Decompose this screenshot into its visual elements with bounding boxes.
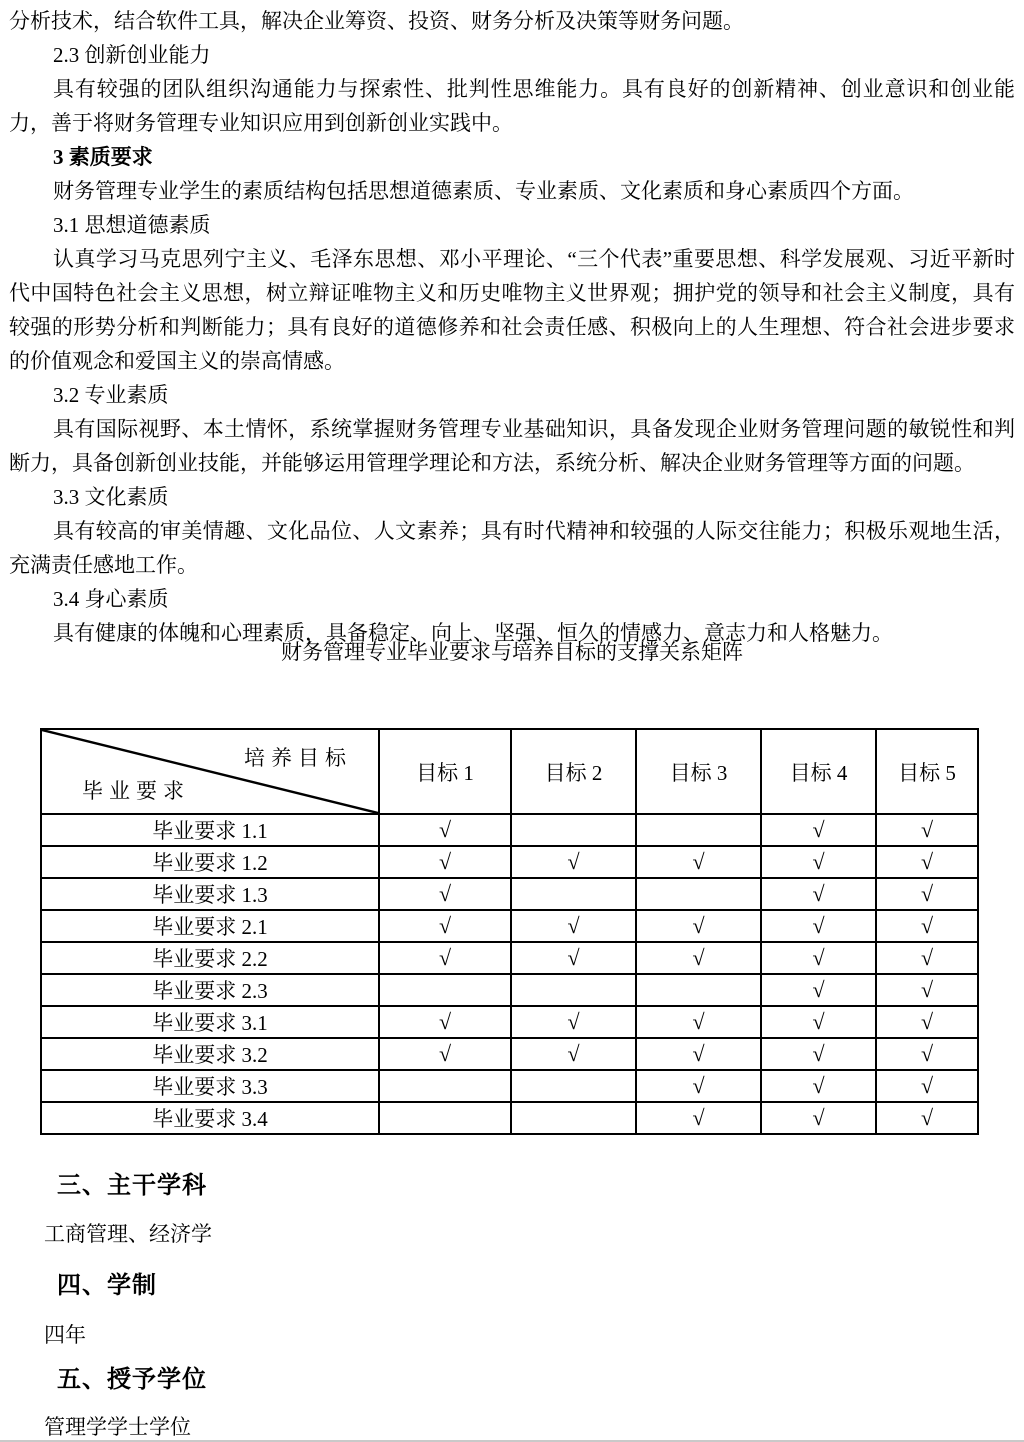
matrix-body (41, 814, 978, 1134)
row-label: 毕业要求 3.3 (41, 1070, 379, 1102)
matrix-cell-checked: √ (761, 878, 876, 910)
matrix-cell-checked: √ (636, 1038, 761, 1070)
row-label: 毕业要求 3.4 (41, 1102, 379, 1134)
corner-label-goals: 培养目标 (244, 746, 352, 770)
matrix-cell-checked: √ (876, 1070, 978, 1102)
matrix-cell-checked: √ (636, 942, 761, 974)
section-body-duration: 四年 (44, 1323, 86, 1347)
matrix-cell-checked: √ (379, 846, 511, 878)
column-header: 目标 2 (511, 729, 636, 814)
table-row (41, 1102, 978, 1134)
matrix-cell-checked: √ (379, 1006, 511, 1038)
matrix-cell-checked: √ (761, 814, 876, 846)
section-body-main-disciplines: 工商管理、经济学 (44, 1222, 212, 1246)
section-heading-degree: 五、授予学位 (57, 1366, 207, 1393)
matrix-cell-empty (511, 1070, 636, 1102)
matrix-cell-checked: √ (636, 910, 761, 942)
paragraph: 分析技术，结合软件工具，解决企业筹资、投资、财务分析及决策等财务问题。 (9, 9, 744, 33)
matrix-cell-checked: √ (761, 1038, 876, 1070)
matrix-cell-checked: √ (761, 1102, 876, 1134)
matrix-cell-checked: √ (636, 1102, 761, 1134)
matrix-cell-checked: √ (379, 878, 511, 910)
paragraph: 具有较高的审美情趣、文化品位、人文素养；具有时代精神和较强的人际交往能力；积极乐观地生活，充满责任感地工作。 (9, 519, 1015, 577)
matrix-cell-checked: √ (379, 1038, 511, 1070)
matrix-cell-checked: √ (511, 1006, 636, 1038)
table-row (41, 974, 978, 1006)
table-row (41, 942, 978, 974)
matrix-cell-checked: √ (761, 846, 876, 878)
matrix-cell-checked: √ (379, 942, 511, 974)
table-row (41, 814, 978, 846)
paragraph: 具有较强的团队组织沟通能力与探索性、批判性思维能力。具有良好的创新精神、创业意识和创业能力，善于将财务管理专业知识应用到创新创业实践中。 (9, 77, 1015, 135)
paragraph: 2.3 创新创业能力 (53, 43, 211, 67)
matrix-cell-checked: √ (636, 1006, 761, 1038)
matrix-cell-checked: √ (511, 910, 636, 942)
paragraph: 3.1 思想道德素质 (53, 213, 211, 237)
paragraph: 3.2 专业素质 (53, 383, 169, 407)
section-heading-duration: 四、学制 (57, 1272, 157, 1299)
paragraph: 财务管理专业学生的素质结构包括思想道德素质、专业素质、文化素质和身心素质四个方面。 (53, 179, 914, 203)
matrix-cell-empty (511, 1102, 636, 1134)
table-title: 财务管理专业毕业要求与培养目标的支撑关系矩阵 (281, 640, 743, 664)
matrix-cell-checked: √ (636, 1070, 761, 1102)
column-header: 目标 5 (876, 729, 978, 814)
paragraph: 3.3 文化素质 (53, 485, 169, 509)
column-header: 目标 4 (761, 729, 876, 814)
row-label: 毕业要求 1.2 (41, 846, 379, 878)
matrix-cell-checked: √ (761, 1070, 876, 1102)
matrix-cell-checked: √ (876, 910, 978, 942)
table-row (41, 1070, 978, 1102)
matrix-cell-checked: √ (876, 846, 978, 878)
column-header: 目标 3 (636, 729, 761, 814)
row-label: 毕业要求 3.2 (41, 1038, 379, 1070)
section-heading-main-disciplines: 三、主干学科 (57, 1172, 207, 1199)
matrix-cell-checked: √ (761, 910, 876, 942)
table-row (41, 878, 978, 910)
matrix-cell-checked: √ (876, 974, 978, 1006)
matrix-cell-empty (636, 878, 761, 910)
row-label: 毕业要求 3.1 (41, 1006, 379, 1038)
paragraph: 认真学习马克思列宁主义、毛泽东思想、邓小平理论、“三个代表”重要思想、科学发展观、习近平新时代中国特色社会主义思想，树立辩证唯物主义和历史唯物主义世界观；拥护党的领导和社会主义制度，具有较强的形势分析和判断能力；具有良好的道德修养和社会责任感、积极向上的人生理想、符合社会进步要求的价值观念和爱国主义的崇高情感。 (9, 247, 1015, 373)
matrix-cell-checked: √ (379, 910, 511, 942)
support-matrix-table (40, 728, 979, 1135)
matrix-header (41, 729, 978, 814)
matrix-cell-checked: √ (511, 1038, 636, 1070)
matrix-cell-empty (636, 814, 761, 846)
column-header: 目标 1 (379, 729, 511, 814)
row-label: 毕业要求 2.3 (41, 974, 379, 1006)
matrix-cell-empty (511, 974, 636, 1006)
matrix-cell-checked: √ (636, 846, 761, 878)
matrix-cell-empty (379, 974, 511, 1006)
paragraph: 具有国际视野、本土情怀，系统掌握财务管理专业基础知识，具备发现企业财务管理问题的敏锐性和判断力，具备创新创业技能，并能够运用管理学理论和方法，系统分析、解决企业财务管理等方面的问题。 (9, 417, 1015, 475)
row-label: 毕业要求 2.1 (41, 910, 379, 942)
table-row (41, 846, 978, 878)
matrix-cell-empty (379, 1102, 511, 1134)
matrix-cell-empty (636, 974, 761, 1006)
matrix-cell-checked: √ (876, 1006, 978, 1038)
row-label: 毕业要求 2.2 (41, 942, 379, 974)
matrix-cell-checked: √ (876, 1102, 978, 1134)
matrix-cell-checked: √ (511, 942, 636, 974)
table-row (41, 910, 978, 942)
corner-label-requirements: 毕业要求 (82, 779, 190, 803)
paragraph: 具有健康的体魄和心理素质，具备稳定、向上、坚强、恒久的情感力、意志力和人格魅力。 (53, 621, 893, 645)
matrix-cell-checked: √ (876, 814, 978, 846)
matrix-cell-checked: √ (379, 814, 511, 846)
paragraph-heading: 3 素质要求 (53, 145, 153, 169)
paragraph: 3.4 身心素质 (53, 587, 169, 611)
matrix-cell-checked: √ (761, 942, 876, 974)
row-label: 毕业要求 1.1 (41, 814, 379, 846)
matrix-cell-empty (511, 814, 636, 846)
matrix-cell-checked: √ (876, 942, 978, 974)
matrix-cell-checked: √ (761, 974, 876, 1006)
section-body-degree: 管理学学士学位 (44, 1415, 191, 1439)
matrix-cell-checked: √ (876, 878, 978, 910)
header-row (41, 729, 978, 814)
matrix-cell-checked: √ (761, 1006, 876, 1038)
body-text-block (0, 4, 1024, 650)
matrix-cell-checked: √ (511, 846, 636, 878)
table-row (41, 1006, 978, 1038)
matrix-corner-cell (41, 729, 379, 814)
matrix-cell-empty (379, 1070, 511, 1102)
table-row (41, 1038, 978, 1070)
matrix-cell-empty (511, 878, 636, 910)
row-label: 毕业要求 1.3 (41, 878, 379, 910)
matrix-cell-checked: √ (876, 1038, 978, 1070)
